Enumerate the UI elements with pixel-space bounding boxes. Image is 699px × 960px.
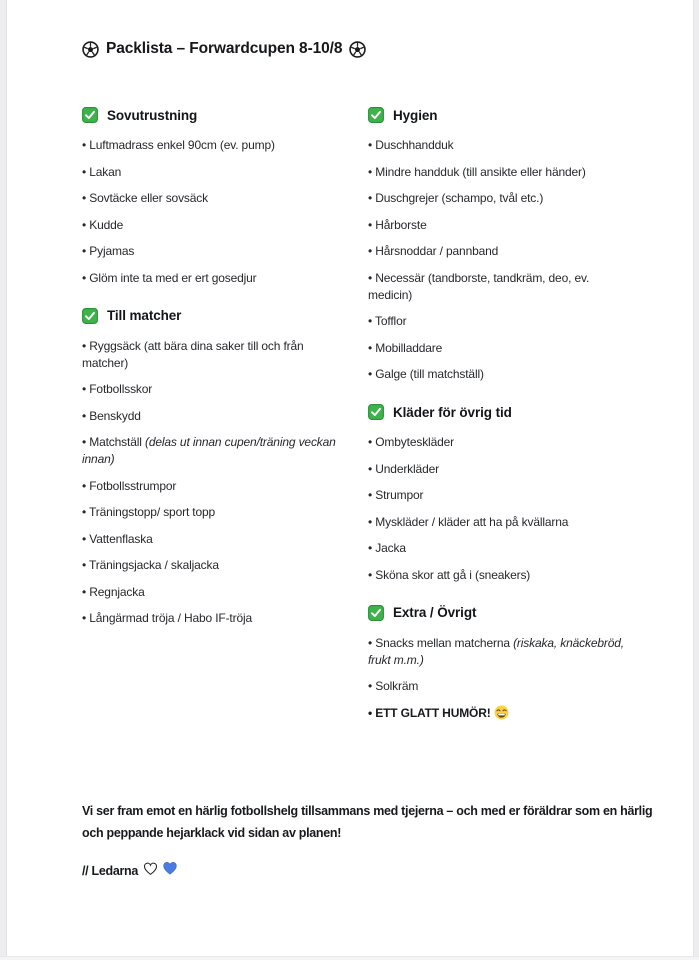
- list-item: • Matchställ (delas ut innan cupen/träning veckan innan): [82, 435, 336, 466]
- bullet-glyph: •: [82, 611, 90, 625]
- bullet-glyph: •: [82, 584, 90, 599]
- bullet-glyph: •: [368, 314, 376, 328]
- checked-checkbox-icon: [368, 605, 384, 621]
- column-right: [368, 107, 634, 731]
- item-list: [82, 137, 350, 287]
- bullet-glyph: •: [82, 244, 90, 258]
- footer: [82, 801, 660, 885]
- section-sovutrustning: [82, 107, 350, 287]
- list-item: • Galge (till matchställ): [368, 367, 484, 381]
- bullet-glyph: •: [82, 408, 90, 423]
- section-title: Sovutrustning: [107, 107, 198, 123]
- list-item: • Benskydd: [82, 408, 141, 423]
- section-title: Extra / Övrigt: [393, 605, 477, 620]
- checked-checkbox-icon: [82, 308, 98, 324]
- bullet-glyph: •: [368, 635, 376, 650]
- section-title: Hygien: [393, 107, 438, 123]
- list-item: • Långärmad tröja / Habo IF-tröja: [82, 611, 253, 625]
- checked-checkbox-icon: [82, 107, 98, 123]
- item-list: [368, 635, 634, 722]
- section-klader-for-ovrig-tid: [368, 404, 634, 584]
- bullet-glyph: •: [82, 558, 90, 572]
- list-item: • Jacka: [368, 541, 406, 555]
- bullet-glyph: •: [368, 488, 376, 502]
- bullet-glyph: •: [82, 270, 90, 285]
- bullet-glyph: •: [368, 244, 376, 258]
- footer-message: Vi ser fram emot en härlig fotbollshelg tillsammans med tjejerna – och med er föräldrar som en härlig och peppande hejarklack vid sidan av planen!: [82, 804, 653, 840]
- soccer-ball-icon: [349, 41, 366, 58]
- checked-checkbox-icon: [368, 107, 384, 123]
- bullet-glyph: •: [82, 164, 90, 179]
- section-till-matcher: [82, 308, 350, 628]
- section-extra-ovrigt: [368, 605, 634, 722]
- list-item: • ETT GLATT HUMÖR!: [368, 705, 634, 722]
- item-note-italic: (riskaka, knäckebröd, frukt m.m.): [368, 635, 624, 667]
- grinning-face-icon: [494, 705, 509, 720]
- list-item: • Träningstopp/ sport topp: [82, 505, 216, 519]
- list-item: • Kudde: [82, 217, 124, 232]
- list-item: • Regnjacka: [82, 584, 145, 599]
- column-left: [82, 107, 350, 637]
- item-list: [82, 338, 350, 628]
- list-item: • Snacks mellan matcherna (riskaka, knäckebröd, frukt m.m.): [368, 635, 624, 667]
- bullet-glyph: •: [82, 505, 90, 519]
- bullet-glyph: •: [368, 164, 376, 179]
- list-item: • Myskläder / kläder att ha på kvällarna: [368, 514, 569, 529]
- bullet-glyph: •: [82, 191, 90, 205]
- bullet-glyph: •: [82, 217, 90, 232]
- list-item: • Träningsjacka / skaljacka: [82, 558, 219, 572]
- list-item: • Vattenflaska: [82, 531, 153, 546]
- list-item: • Lakan: [82, 164, 122, 179]
- bullet-glyph: •: [368, 705, 376, 720]
- bullet-glyph: •: [82, 338, 90, 353]
- bullet-glyph: •: [82, 531, 90, 546]
- page-title: [82, 40, 366, 58]
- bullet-glyph: •: [82, 138, 90, 152]
- list-item: • Mindre handduk (till ansikte eller händer): [368, 164, 586, 179]
- list-item: • Glöm inte ta med er ert gosedjur: [82, 270, 257, 285]
- blue-heart-icon: [161, 859, 179, 877]
- page-edge-left: [0, 0, 7, 960]
- item-list: [368, 137, 634, 383]
- bullet-glyph: •: [368, 514, 376, 529]
- bullet-glyph: •: [82, 382, 90, 396]
- bullet-glyph: •: [368, 138, 376, 152]
- list-item: • Strumpor: [368, 488, 424, 502]
- list-item: • Fotbollsskor: [82, 382, 153, 396]
- list-item: • Solkräm: [368, 679, 419, 693]
- list-item: • Duschgrejer (schampo, tvål etc.): [368, 191, 544, 205]
- list-item: • Pyjamas: [82, 244, 135, 258]
- list-item: • Hårsnoddar / pannband: [368, 244, 499, 258]
- list-item: • Necessär (tandborste, tandkräm, deo, ev. medicin): [368, 270, 590, 302]
- list-item: • Ryggsäck (att bära dina saker till och från matcher): [82, 338, 304, 370]
- bullet-glyph: •: [368, 679, 376, 693]
- page-title-text: Packlista – Forwardcupen 8-10/8: [106, 40, 343, 57]
- section-title: Till matcher: [107, 308, 182, 323]
- bullet-glyph: •: [368, 270, 376, 285]
- list-item: • Duschhandduk: [368, 138, 454, 152]
- section-header: [368, 404, 634, 420]
- section-header: [368, 107, 634, 123]
- bullet-glyph: •: [368, 191, 376, 205]
- signature-hearts: [140, 859, 179, 885]
- bullet-glyph: •: [82, 478, 90, 493]
- list-item: • Sköna skor att gå i (sneakers): [368, 567, 531, 582]
- bullet-glyph: •: [368, 567, 376, 582]
- section-title: Kläder för övrig tid: [393, 404, 512, 420]
- list-item: • Tofflor: [368, 314, 407, 328]
- bullet-glyph: •: [368, 217, 376, 232]
- list-item: • Ombyteskläder: [368, 435, 454, 449]
- page-edge-bottom: [0, 956, 699, 960]
- page-edge-right: [693, 0, 699, 960]
- white-heart-icon: [142, 860, 159, 877]
- item-list: [368, 434, 634, 584]
- section-hygien: [368, 107, 634, 383]
- footer-signature: [82, 859, 660, 885]
- bullet-glyph: •: [368, 541, 376, 555]
- bullet-glyph: •: [368, 461, 376, 476]
- list-item: • Sovtäcke eller sovsäck: [82, 191, 209, 205]
- list-item: • Underkläder: [368, 461, 439, 476]
- section-header: [82, 308, 350, 324]
- bullet-glyph: •: [368, 340, 376, 355]
- list-item: • Luftmadrass enkel 90cm (ev. pump): [82, 138, 275, 152]
- list-item: • Hårborste: [368, 217, 427, 232]
- section-header: [368, 605, 634, 621]
- bullet-glyph: •: [368, 435, 376, 449]
- bullet-glyph: •: [368, 367, 376, 381]
- soccer-ball-icon: [82, 41, 99, 58]
- signature-text: // Ledarna: [82, 864, 139, 878]
- checked-checkbox-icon: [368, 404, 384, 420]
- list-item: • Fotbollsstrumpor: [82, 478, 177, 493]
- section-header: [82, 107, 350, 123]
- item-note-italic: (delas ut innan cupen/träning veckan innan): [82, 435, 336, 466]
- list-item: • Mobilladdare: [368, 340, 443, 355]
- bullet-glyph: •: [82, 435, 90, 449]
